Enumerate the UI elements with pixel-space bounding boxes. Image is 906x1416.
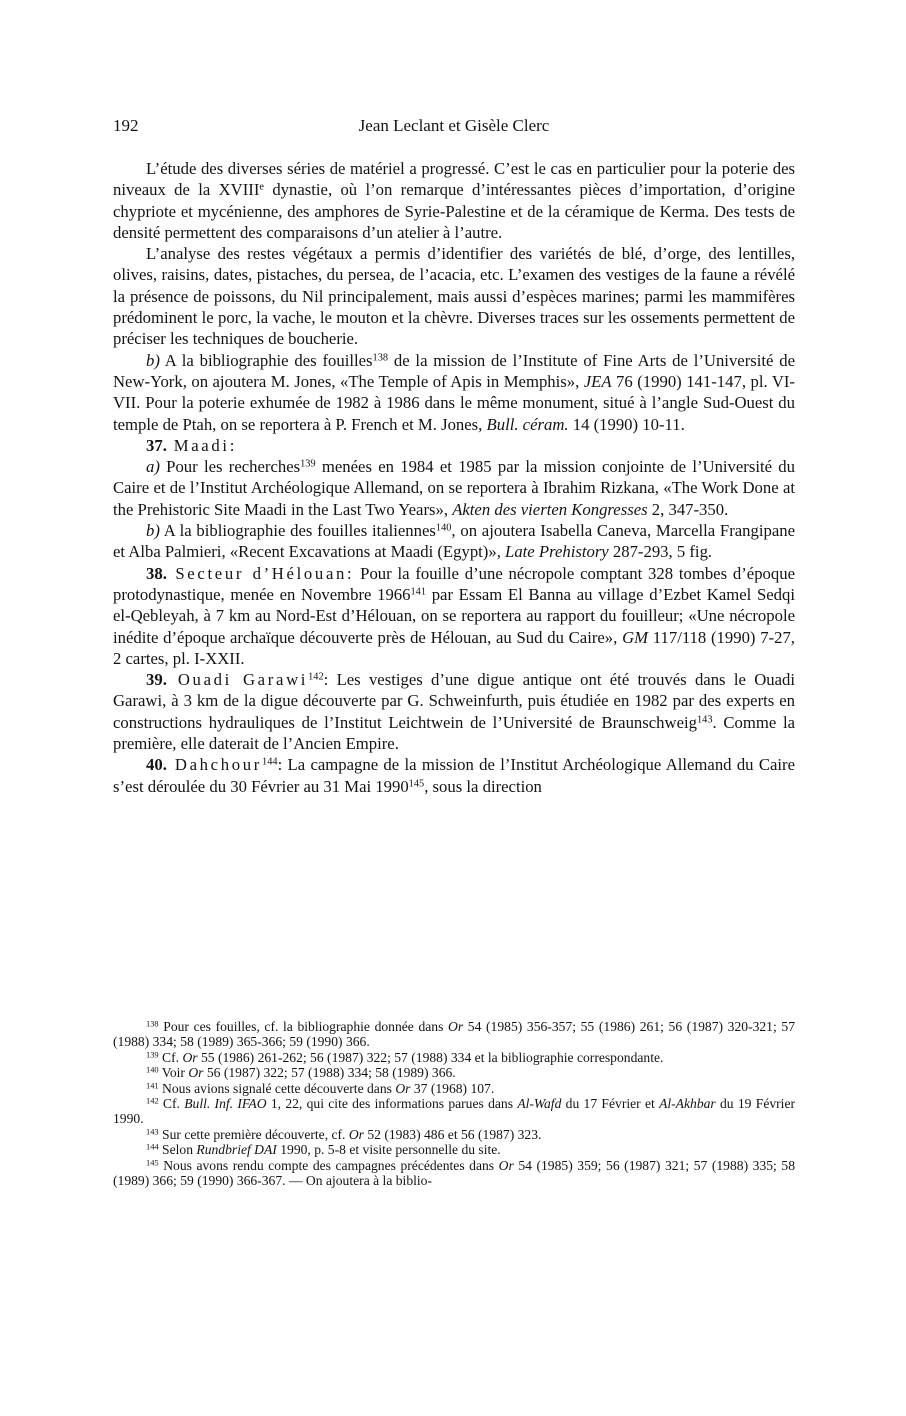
paragraph bbox=[113, 435, 795, 456]
footnote bbox=[113, 1050, 795, 1065]
note-ref: 145 bbox=[408, 777, 425, 789]
footnote bbox=[113, 1158, 795, 1189]
note-ref: 142 bbox=[308, 671, 324, 683]
text-run: : La campagne de la mission de l’Institut Archéologique Allemand du Caire s’est déroulée du 30 Février au 31 Mai 1990 bbox=[113, 755, 795, 796]
text-run: 37 (1968) 107. bbox=[410, 1080, 495, 1096]
note-ref: 141 bbox=[410, 586, 427, 598]
paragraph bbox=[113, 243, 795, 349]
text-run: dynastie, où l’on remarque d’intéressantes pièces d’importation, d’origine chypriote et mycénienne, des amphores de Syrie-Palestine et de la céramique de Kerma. Des tests de densité permettent des comparaisons d’un atelier à l’autre. bbox=[113, 180, 795, 242]
text-run: 55 (1986) 261-262; 56 (1987) 322; 57 (1988) 334 et la bibliographie correspondante. bbox=[197, 1049, 664, 1065]
text-run: , on ajoutera Isabella Caneva, Marcella Frangipane et Alba Palmieri, «Recent Excavations at Maadi (Egypt)», bbox=[113, 521, 795, 562]
text-run: 56 (1987) 322; 57 (1988) 334; 58 (1989) 366. bbox=[203, 1065, 456, 1081]
footnote bbox=[113, 1127, 795, 1142]
paragraph bbox=[113, 456, 795, 520]
text-run: 40. bbox=[146, 755, 167, 775]
paragraph bbox=[113, 754, 795, 797]
paragraph bbox=[113, 520, 795, 563]
note-ref: 138 bbox=[146, 1018, 159, 1029]
text-run: 287-293, 5 fig. bbox=[608, 542, 713, 562]
text-run: 54 (1985) 356-357; 55 (1986) 261; 56 (1987) 320-321; 57 (1988) 334; 58 (1989) 365-366; 59 (1990) 366. bbox=[113, 1019, 795, 1050]
note-ref: 142 bbox=[146, 1095, 159, 1106]
footnote bbox=[113, 1019, 795, 1050]
text-run: 39. bbox=[146, 670, 167, 690]
text-run: par Essam El Banna au village d’Ezbet Kamel Sedqi el-Qebleyah, à 7 km au Nord-Est d’Hélouan, on se reportera au rapport du fouilleur; «Une nécropole inédite d’époque archaïque découverte près de Hélouan, au Sud du Caire», bbox=[113, 584, 795, 647]
text-run: Nous avions signalé cette découverte dans bbox=[158, 1080, 396, 1096]
page-number: 192 bbox=[113, 116, 139, 135]
page-header bbox=[113, 116, 795, 140]
text-run: 14 (1990) 10-11. bbox=[568, 414, 685, 434]
text-run: Pour ces fouilles, cf. la bibliographie donnée dans bbox=[158, 1019, 449, 1034]
text-run: 52 (1983) 486 et 56 (1987) 323. bbox=[363, 1126, 542, 1142]
footnote bbox=[113, 1096, 795, 1127]
text-run: 117/118 (1990) 7-27, 2 cartes, pl. I-XXII. bbox=[113, 627, 795, 668]
text-run: Pour la fouille d’une nécropole comptant 328 tombes d’époque protodynastique, menée en Novembre 1966 bbox=[113, 563, 795, 604]
note-ref: 139 bbox=[300, 458, 316, 470]
note-ref: 144 bbox=[262, 756, 278, 768]
text-run: Voir bbox=[158, 1065, 189, 1081]
footnote bbox=[113, 1081, 795, 1096]
text-run: Or bbox=[348, 1126, 364, 1142]
paragraph bbox=[113, 158, 795, 243]
text-run: de la mission de l’Institute of Fine Arts de l’Université de New-York, on ajoutera M. Jones, «The Temple of Apis in Memphis», bbox=[113, 350, 795, 391]
text-run: JEA bbox=[583, 371, 612, 391]
text-run: A la bibliographie des fouilles italiennes bbox=[159, 521, 436, 541]
text-run: Late Prehistory bbox=[505, 542, 609, 562]
text-run: Or bbox=[395, 1080, 411, 1096]
note-ref: 138 bbox=[372, 351, 389, 363]
text-run: . Comme la première, elle daterait de l’Ancien Empire. bbox=[113, 712, 795, 754]
text-run: GM bbox=[622, 627, 649, 647]
text-run: Al-Wafd bbox=[517, 1096, 562, 1112]
note-ref: 140 bbox=[435, 522, 452, 534]
text-run: Sur cette première découverte, cf. bbox=[158, 1126, 349, 1142]
note-ref: 140 bbox=[146, 1064, 159, 1075]
note-ref: e bbox=[259, 181, 264, 193]
note-ref: 144 bbox=[146, 1141, 159, 1152]
text-run: Cf. bbox=[158, 1096, 185, 1112]
site-heading: Secteur d’Hélouan: bbox=[166, 563, 355, 583]
running-head: Jean Leclant et Gisèle Clerc bbox=[358, 116, 550, 135]
note-ref: 141 bbox=[146, 1080, 159, 1090]
footnote bbox=[113, 1142, 795, 1157]
text-run: Nous avons rendu compte des campagnes précédentes dans bbox=[158, 1157, 499, 1173]
text-run: Or bbox=[188, 1065, 204, 1081]
text-run: Bull. Inf. IFAO bbox=[184, 1096, 267, 1112]
text-run: 1990, p. 5-8 et visite personnelle du site. bbox=[276, 1142, 501, 1158]
text-run: L’étude des diverses séries de matériel a progressé. C’est le cas en particulier pour la poterie des niveaux de la XVIII bbox=[113, 159, 795, 200]
text-run: 1, 22, qui cite des informations parues dans bbox=[266, 1096, 518, 1112]
site-heading: Maadi: bbox=[166, 435, 238, 455]
body-text bbox=[113, 158, 795, 797]
paragraph bbox=[113, 563, 795, 669]
text-run: Rundbrief DAI bbox=[196, 1142, 277, 1158]
text-run: Akten des vierten Kongresses bbox=[452, 499, 648, 519]
text-run: du 17 Février et bbox=[561, 1096, 660, 1112]
text-run: L’analyse des restes végétaux a permis d’identifier des variétés de blé, d’orge, des lentilles, olives, raisins, dates, pistaches, du persea, de l’acacia, etc. L’examen des vestiges de la faune a révélé la présence de poissons, du Nil principalement, mais aussi d’espèces marines; parmi les mammifères prédominent le porc, la vache, le mouton et la chèvre. Diverses traces sur les ossements permettent de préciser les techniques de boucherie. bbox=[113, 244, 795, 349]
text-run: Or bbox=[448, 1019, 464, 1034]
text-run: Al-Akhbar bbox=[659, 1096, 716, 1112]
footnote bbox=[113, 1065, 795, 1080]
text-run: Pour les recherches bbox=[159, 457, 301, 477]
text-run: 37. bbox=[146, 435, 167, 455]
text-run: du 19 Février 1990. bbox=[113, 1096, 796, 1127]
text-run: 2, 347-350. bbox=[647, 499, 729, 519]
text-run: A la bibliographie des fouilles bbox=[159, 350, 373, 370]
footnotes bbox=[113, 1019, 795, 1188]
text-run: b) bbox=[146, 521, 160, 541]
text-run: a) bbox=[146, 457, 160, 477]
text-run: Cf. bbox=[158, 1049, 183, 1065]
site-heading: Dahchour bbox=[166, 755, 263, 775]
note-ref: 139 bbox=[146, 1049, 159, 1060]
text-run: b) bbox=[146, 350, 160, 370]
text-run: 76 (1990) 141-147, pl. VI-VII. Pour la poterie exhumée de 1982 à 1986 dans le même monument, situé à l’angle Sud-Ouest du temple de Ptah, on se reportera à P. French et M. Jones, bbox=[113, 371, 795, 434]
text-run: , sous la direction bbox=[424, 776, 542, 796]
text-run: Or bbox=[182, 1049, 198, 1065]
note-ref: 143 bbox=[146, 1126, 159, 1137]
paragraph bbox=[113, 350, 795, 435]
text-run: Selon bbox=[158, 1142, 197, 1158]
note-ref: 143 bbox=[696, 714, 713, 726]
site-heading: Ouadi Garawi bbox=[166, 670, 309, 690]
text-run: : Les vestiges d’une digue antique ont été trouvés dans le Ouadi Garawi, à 3 km de la digue découverte par G. Schweinfurth, puis étudiée en 1982 par des experts en constructions hydrauliques de l’Institut Leichtwein de l’Université de Braunschweig bbox=[113, 670, 795, 732]
text-run: 38. bbox=[146, 563, 167, 583]
text-run: 54 (1985) 359; 56 (1987) 321; 57 (1988) 335; 58 (1989) 366; 59 (1990) 366-367. — On ajoutera à la biblio- bbox=[113, 1157, 795, 1189]
note-ref: 145 bbox=[146, 1157, 159, 1168]
text-run: Bull. céram. bbox=[486, 414, 569, 434]
paragraph bbox=[113, 669, 795, 754]
text-run: menées en 1984 et 1985 par la mission conjointe de l’Université du Caire et de l’Institut Archéologique Allemand, on se reportera à Ibrahim Rizkana, «The Work Done at the Prehistoric Site Maadi in the Last Two Years», bbox=[113, 457, 795, 519]
text-run: Or bbox=[498, 1157, 514, 1173]
